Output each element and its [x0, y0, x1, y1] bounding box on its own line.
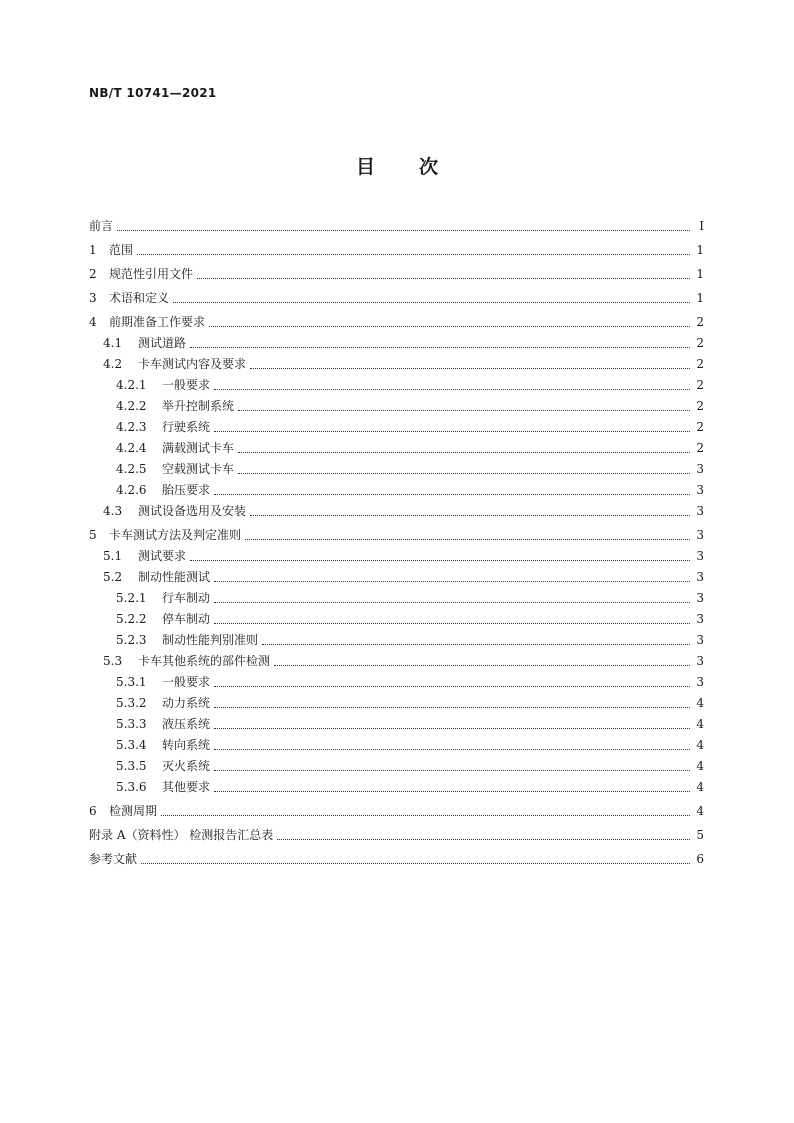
- toc-entry[interactable]: [89, 756, 704, 777]
- toc-leader-dots: [190, 559, 690, 561]
- toc-entry-title: 规范性引用文件: [109, 267, 194, 281]
- toc-leader-dots: [214, 388, 690, 390]
- toc-leader-dots: [173, 301, 690, 303]
- toc-entry[interactable]: [89, 354, 704, 375]
- toc-entry[interactable]: [89, 735, 704, 756]
- toc-entry-title: 转向系统: [162, 738, 211, 752]
- toc-entry-number: 5: [89, 528, 97, 542]
- toc-entry-number: 4: [89, 315, 97, 329]
- toc-entry-number: 4.2.1: [116, 378, 147, 392]
- toc-leader-dots: [250, 367, 690, 369]
- toc-entry-title: 制动性能判别准则: [162, 633, 259, 647]
- toc-entry-page: 3: [696, 612, 704, 626]
- toc-leader-dots: [214, 727, 690, 729]
- toc-entry-title: 停车制动: [162, 612, 211, 626]
- toc-entry-number: 5.3.3: [116, 717, 147, 731]
- toc-entry-title: 参考文献: [89, 852, 138, 866]
- toc-entry-title: 胎压要求: [162, 483, 211, 497]
- toc-entry-title: 满载测试卡车: [162, 441, 235, 455]
- toc-entry[interactable]: [89, 240, 704, 261]
- toc-entry-number: 4.2: [103, 357, 123, 371]
- toc-entry-number: 5.2.2: [116, 612, 147, 626]
- title-char-1: 目: [355, 156, 375, 178]
- toc-entry-title: 灭火系统: [162, 759, 211, 773]
- toc-leader-dots: [214, 580, 690, 582]
- toc-entry-page: 1: [696, 267, 704, 281]
- toc-entry-title: 其他要求: [162, 780, 211, 794]
- toc-entry-page: 1: [696, 291, 704, 305]
- toc-entry-number: 4.2.6: [116, 483, 147, 497]
- toc-entry-page: 3: [696, 654, 704, 668]
- toc-entry-number: 4.2.2: [116, 399, 147, 413]
- toc-entry-page: 1: [696, 243, 704, 257]
- toc-entry-page: 5: [696, 828, 704, 842]
- toc-entry[interactable]: [89, 459, 704, 480]
- toc-entry-number: 4.3: [103, 504, 123, 518]
- toc-entry[interactable]: [89, 375, 704, 396]
- toc-entry-number: 5.2: [103, 570, 123, 584]
- toc-entry[interactable]: [89, 396, 704, 417]
- toc-entry-number: 5.2.1: [116, 591, 147, 605]
- standard-number: NB/T 10741—2021: [89, 86, 217, 100]
- toc-entry-title: 卡车测试内容及要求: [138, 357, 247, 371]
- toc-entry-number: 5.1: [103, 549, 123, 563]
- toc-entry[interactable]: [89, 480, 704, 501]
- toc-entry-title: 卡车其他系统的部件检测: [138, 654, 271, 668]
- toc-entry-number: 3: [89, 291, 97, 305]
- toc-leader-dots: [214, 493, 690, 495]
- toc-entry-number: 4.1: [103, 336, 123, 350]
- toc-entry[interactable]: [89, 312, 704, 333]
- toc-leader-dots: [214, 685, 690, 687]
- toc-entry-page: 3: [696, 462, 704, 476]
- toc-entry-number: 5.3.1: [116, 675, 147, 689]
- toc-leader-dots: [214, 769, 690, 771]
- toc-entry[interactable]: [89, 609, 704, 630]
- toc-entry[interactable]: [89, 525, 704, 546]
- toc-entry-page: 2: [696, 420, 704, 434]
- toc-entry-title: 前言: [89, 219, 114, 233]
- toc-leader-dots: [274, 664, 690, 666]
- toc-entry[interactable]: [89, 693, 704, 714]
- toc-leader-dots: [214, 601, 690, 603]
- toc-entry-number: 1: [89, 243, 97, 257]
- toc-entry-page: 3: [696, 483, 704, 497]
- toc-entry-title: 动力系统: [162, 696, 211, 710]
- toc-entry-title: 一般要求: [162, 675, 211, 689]
- toc-entry[interactable]: [89, 588, 704, 609]
- toc-entry-number: 5.3: [103, 654, 123, 668]
- toc-leader-dots: [277, 838, 690, 840]
- toc-entry-page: 4: [696, 717, 704, 731]
- toc-leader-dots: [238, 451, 690, 453]
- toc-leader-dots: [137, 253, 690, 255]
- toc-entry-title: 范围: [109, 243, 134, 257]
- toc-leader-dots: [209, 325, 690, 327]
- toc-entry[interactable]: [89, 417, 704, 438]
- toc-entry-page: 3: [696, 570, 704, 584]
- toc-entry-number: 5.2.3: [116, 633, 147, 647]
- toc-entry[interactable]: [89, 825, 704, 846]
- toc-entry-title: 检测周期: [109, 804, 158, 818]
- toc-entry-title: 行驶系统: [162, 420, 211, 434]
- toc-entry-title: 测试要求: [138, 549, 187, 563]
- toc-entry-title: 前期准备工作要求: [109, 315, 206, 329]
- toc-entry-number: 2: [89, 267, 97, 281]
- toc-entry[interactable]: [89, 567, 704, 588]
- toc-entry-page: 4: [696, 696, 704, 710]
- toc-entry[interactable]: [89, 801, 704, 822]
- toc-leader-dots: [262, 643, 690, 645]
- toc-entry-page: 3: [696, 549, 704, 563]
- toc-entry[interactable]: [89, 672, 704, 693]
- toc-entry-number: 5.3.4: [116, 738, 147, 752]
- toc-entry[interactable]: [89, 546, 704, 567]
- toc-entry[interactable]: [89, 630, 704, 651]
- toc-entry-title: 制动性能测试: [138, 570, 211, 584]
- toc-entry-page: 2: [696, 336, 704, 350]
- toc-entry-page: 2: [696, 315, 704, 329]
- toc-leader-dots: [214, 748, 690, 750]
- toc-entry[interactable]: [89, 501, 704, 522]
- toc-leader-dots: [214, 622, 690, 624]
- toc-entry-page: 2: [696, 399, 704, 413]
- toc-leader-dots: [245, 538, 690, 540]
- toc-entry[interactable]: [89, 264, 704, 285]
- toc-entry-title: 一般要求: [162, 378, 211, 392]
- toc-leader-dots: [250, 514, 690, 516]
- toc-entry[interactable]: [89, 849, 704, 870]
- toc-entry-number: 4.2.3: [116, 420, 147, 434]
- toc-entry-number: 5.3.6: [116, 780, 147, 794]
- toc-entry-page: 4: [696, 804, 704, 818]
- toc-entry-page: 2: [696, 357, 704, 371]
- toc-entry-number: 4.2.5: [116, 462, 147, 476]
- toc-entry-title: 卡车测试方法及判定准则: [109, 528, 242, 542]
- toc-entry-page: 3: [696, 675, 704, 689]
- toc-entry[interactable]: [89, 333, 704, 354]
- toc-leader-dots: [161, 814, 690, 816]
- toc-entry-page: 4: [696, 738, 704, 752]
- page-title: [0, 152, 794, 179]
- toc-leader-dots: [190, 346, 690, 348]
- toc-entry-page: I: [699, 219, 704, 233]
- toc-leader-dots: [214, 790, 690, 792]
- toc-entry[interactable]: [89, 651, 704, 672]
- toc-entry-page: 3: [696, 633, 704, 647]
- toc-entry-page: 4: [696, 780, 704, 794]
- toc-entry-page: 3: [696, 504, 704, 518]
- toc-entry[interactable]: [89, 216, 704, 237]
- toc-leader-dots: [214, 706, 690, 708]
- toc-entry-page: 4: [696, 759, 704, 773]
- toc-entry-number: 4.2.4: [116, 441, 147, 455]
- toc-entry-title: 液压系统: [162, 717, 211, 731]
- toc-entry-title: 测试道路: [138, 336, 187, 350]
- title-char-2: 次: [419, 156, 439, 178]
- toc-leader-dots: [238, 409, 690, 411]
- toc-entry-page: 2: [696, 441, 704, 455]
- toc-entry-number: 5.3.5: [116, 759, 147, 773]
- toc-entry-title: 术语和定义: [109, 291, 170, 305]
- toc-entry-page: 2: [696, 378, 704, 392]
- toc-entry-number: 5.3.2: [116, 696, 147, 710]
- table-of-contents: [89, 216, 704, 870]
- toc-entry-number: 6: [89, 804, 97, 818]
- toc-entry-title: 附录 A（资料性） 检测报告汇总表: [89, 828, 274, 842]
- toc-leader-dots: [141, 862, 690, 864]
- toc-entry[interactable]: [89, 288, 704, 309]
- toc-entry-page: 6: [696, 852, 704, 866]
- toc-leader-dots: [214, 430, 690, 432]
- toc-entry[interactable]: [89, 777, 704, 798]
- toc-entry-page: 3: [696, 528, 704, 542]
- toc-entry[interactable]: [89, 714, 704, 735]
- toc-leader-dots: [238, 472, 690, 474]
- toc-entry-title: 行车制动: [162, 591, 211, 605]
- toc-entry-page: 3: [696, 591, 704, 605]
- toc-entry-title: 测试设备选用及安装: [138, 504, 247, 518]
- toc-leader-dots: [117, 229, 690, 231]
- toc-leader-dots: [197, 277, 690, 279]
- toc-entry[interactable]: [89, 438, 704, 459]
- toc-entry-title: 举升控制系统: [162, 399, 235, 413]
- toc-entry-title: 空载测试卡车: [162, 462, 235, 476]
